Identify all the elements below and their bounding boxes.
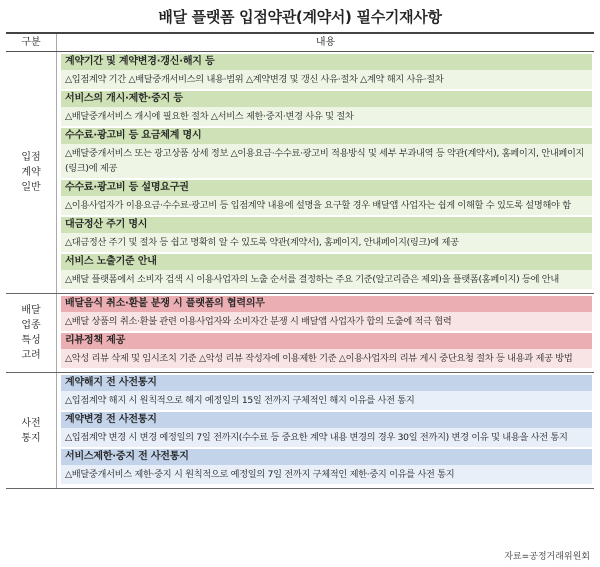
item-description: △대금정산 주기 및 절차 등 쉽고 명확히 알 수 있도록 약관(계약서), 홈페이지, 안내페이지(링크)에 제공 <box>61 233 592 252</box>
group-label: 배달 업종 특성 고려 <box>21 305 41 361</box>
list-item <box>61 375 592 410</box>
group-items <box>57 52 594 293</box>
item-heading: 서비스제한·중지 전 사전통지 <box>61 449 592 465</box>
item-heading: 계약변경 전 사전통지 <box>61 412 592 428</box>
item-description: △배달중개서비스 개시에 필요한 절차 △서비스 제한·중지·변경 사유 및 절차 <box>61 107 592 126</box>
item-heading: 계약기간 및 계약변경·갱신·해지 등 <box>61 54 592 70</box>
header-content: 내용 <box>315 37 336 48</box>
list-item <box>61 254 592 289</box>
item-heading: 리뷰정책 제공 <box>61 333 592 349</box>
group-contract-general <box>6 52 594 294</box>
group-label-cell <box>6 52 57 293</box>
group-label-cell <box>6 373 57 488</box>
item-description: △배달중개서비스 제한·중지 시 원칙적으로 예정일의 7일 전까지 구체적인 제한·중지 이유를 사전 통지 <box>61 465 592 484</box>
requirements-table <box>6 32 594 489</box>
item-description: △입점계약 해지 시 원칙적으로 해지 예정일의 15일 전까지 구체적인 해지 이유를 사전 통지 <box>61 391 592 410</box>
list-item <box>61 180 592 215</box>
item-description: △배달 플랫폼에서 소비자 검색 시 이용사업자의 노출 순서를 결정하는 주요 기준(알고리즘은 제외)을 플랫폼(홈페이지) 등에 안내 <box>61 270 592 289</box>
header-category: 구분 <box>6 34 57 51</box>
item-heading: 계약해지 전 사전통지 <box>61 375 592 391</box>
item-heading: 서비스 노출기준 안내 <box>61 254 592 270</box>
item-description: △악성 리뷰 삭제 및 임시조치 기준 △악성 리뷰 작성자에 이용제한 기준 △이용사업자의 리뷰 게시 중단요청 절차 등 내용과 제공 방법 <box>61 349 592 368</box>
item-description: △입점계약 변경 시 변경 예정일의 7일 전까지(수수료 등 중요한 계약 내용 변경의 경우 30일 전까지) 변경 이유 및 내용을 사전 통지 <box>61 428 592 447</box>
list-item <box>61 91 592 126</box>
list-item <box>61 333 592 368</box>
table-header <box>6 34 594 52</box>
item-description: △배달중개서비스 또는 광고상품 상세 정보 △이용요금·수수료·광고비 적용방식 및 세부 부과내역 등 약관(계약서), 홈페이지, 안내페이지(링크)에 제공 <box>61 144 592 178</box>
group-items <box>57 294 594 372</box>
group-label: 사전 통지 <box>21 417 41 444</box>
group-delivery-industry <box>6 294 594 373</box>
item-description: △입점계약 기간 △배달중개서비스의 내용·범위 △계약변경 및 갱신 사유·절차 △계약 해지 사유·절차 <box>61 70 592 89</box>
item-description: △배달 상품의 취소·환불 관련 이용사업자와 소비자간 분쟁 시 배달앱 사업자가 합의 도출에 적극 협력 <box>61 312 592 331</box>
item-heading: 수수료·광고비 등 요금체계 명시 <box>61 128 592 144</box>
group-label: 입점 계약 일반 <box>21 152 41 193</box>
item-heading: 배달음식 취소·환불 분쟁 시 플랫폼의 협력의무 <box>61 296 592 312</box>
list-item <box>61 54 592 89</box>
item-description: △이용사업자가 이용요금·수수료·광고비 등 입점계약 내용에 설명을 요구할 경우 배달앱 사업자는 쉽게 이해할 수 있도록 설명해야 함 <box>61 196 592 215</box>
list-item <box>61 217 592 252</box>
list-item <box>61 296 592 331</box>
item-heading: 서비스의 개시·제한·중지 등 <box>61 91 592 107</box>
group-items <box>57 373 594 488</box>
item-heading: 수수료·광고비 등 설명요구권 <box>61 180 592 196</box>
list-item <box>61 128 592 178</box>
item-heading: 대금정산 주기 명시 <box>61 217 592 233</box>
list-item <box>61 449 592 484</box>
page-title: 배달 플랫폼 입점약관(계약서) 필수기재사항 <box>158 8 442 26</box>
group-label-cell <box>6 294 57 372</box>
source-note: 자료=공정거래위원회 <box>504 552 590 562</box>
list-item <box>61 412 592 447</box>
group-advance-notice <box>6 373 594 489</box>
